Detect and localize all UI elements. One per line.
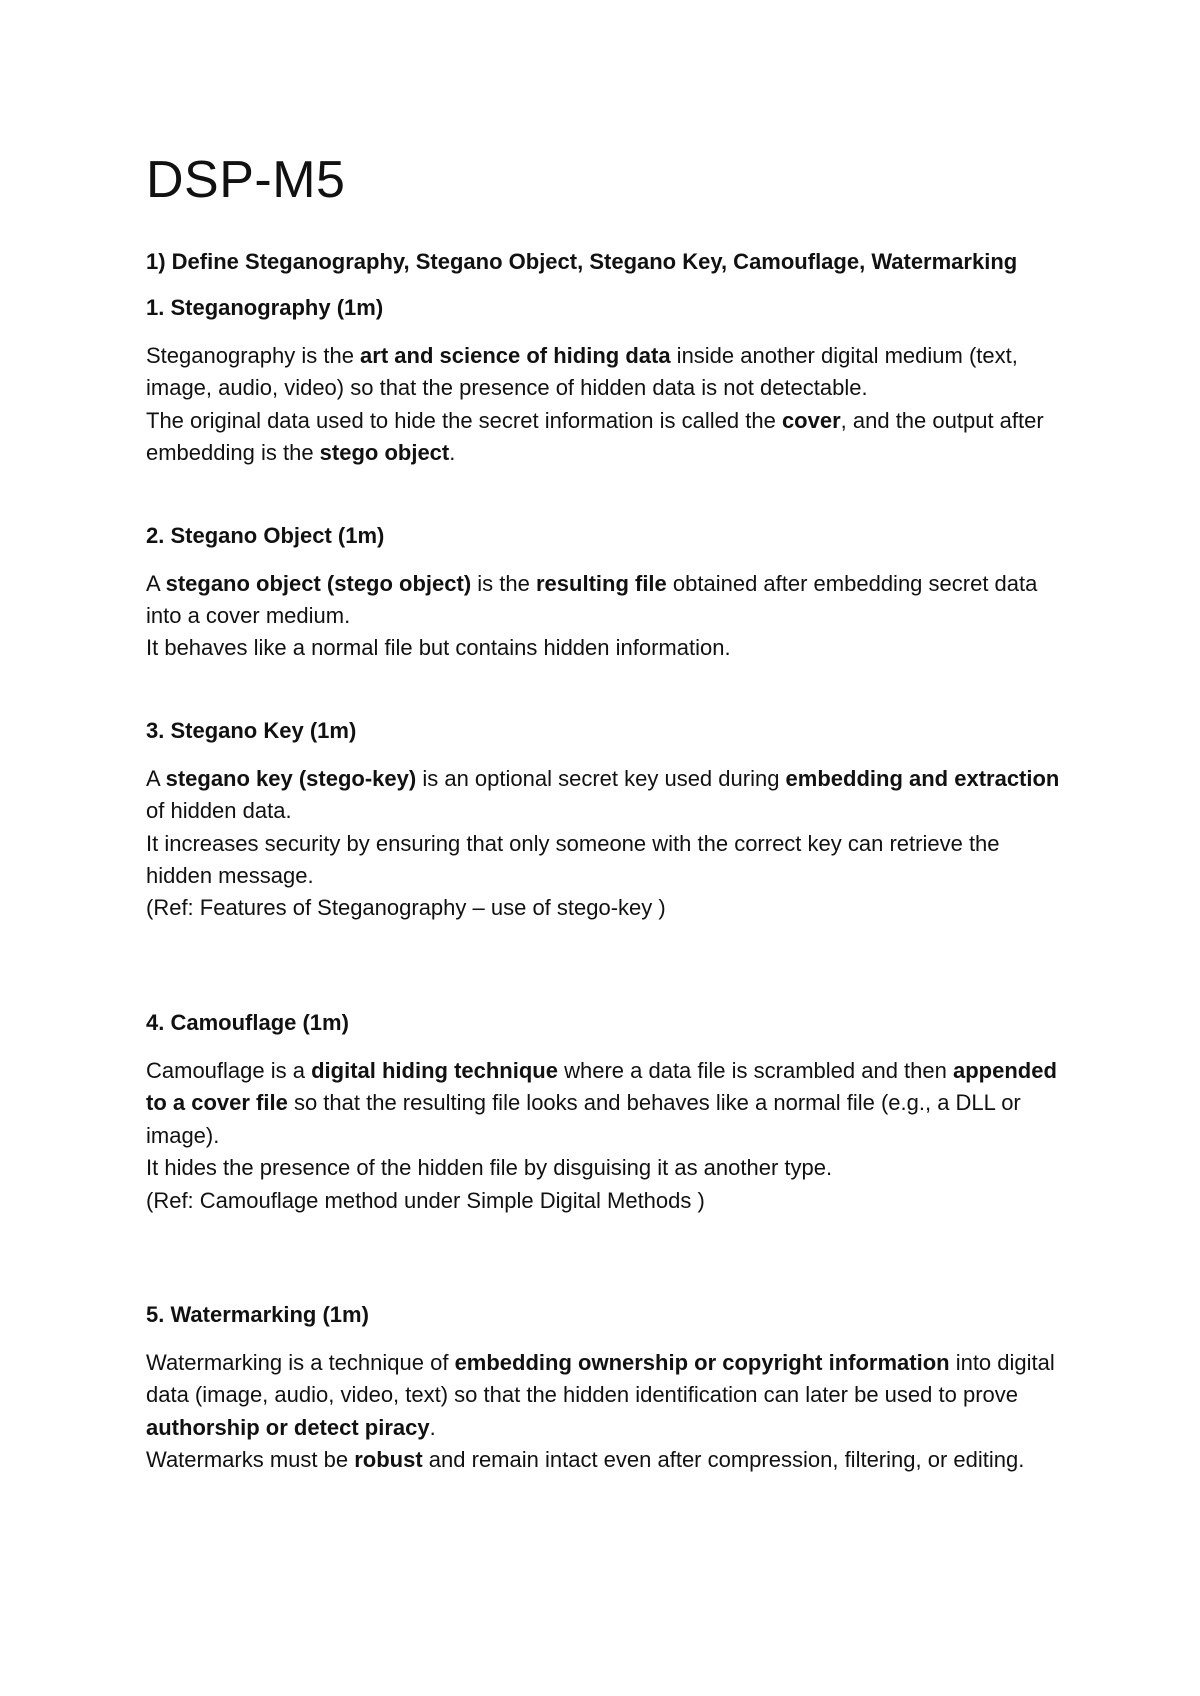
question-heading: 1) Define Steganography, Stegano Object, Stegano Key, Camouflage, Watermarking	[146, 249, 1018, 274]
section-stegano-key	[146, 715, 1060, 925]
section-paragraph: A stegano key (stego-key) is an optional secret key used during embedding and extraction of hidden data. It increases security by ensuring that only someone with the correct key can retrieve the hidden message. (Ref: Features of Steganography – use of stego-key )	[146, 765, 1060, 921]
document-title: DSP-M5	[146, 151, 346, 209]
section-watermarking	[146, 1299, 1060, 1477]
section-paragraph: A stegano object (stego object) is the resulting file obtained after embedding secret data into a cover medium. It behaves like a normal file but contains hidden information.	[146, 570, 1038, 661]
section-paragraph: Camouflage is a digital hiding technique where a data file is scrambled and then appended to a cover file so that the resulting file looks and behaves like a normal file (e.g., a DLL or image). It hides the presence of the hidden file by disguising it as another type. (Ref: Camouflage method under Simple Digital Methods )	[146, 1057, 1057, 1213]
section-heading: 1. Steganography (1m)	[146, 295, 384, 320]
section-heading: 2. Stegano Object (1m)	[146, 522, 385, 548]
section-paragraph: Steganography is the art and science of hiding data inside another digital medium (text, image, audio, video) so that the presence of hidden data is not detectable. The original data used to hide the secret information is called the cover, and the output after embedding is the stego object.	[146, 343, 1044, 466]
section-heading: 4. Camouflage (1m)	[146, 1009, 349, 1035]
section-steganography	[146, 292, 1060, 470]
section-paragraph: Watermarking is a technique of embedding ownership or copyright information into digital data (image, audio, video, text) so that the hidden identification can later be used to prove authorship or detect piracy. Watermarks must be robust and remain intact even after compression, filtering, or editing.	[146, 1349, 1055, 1473]
section-stegano-object	[146, 520, 1060, 665]
section-camouflage	[146, 1007, 1060, 1217]
section-heading: 3. Stegano Key (1m)	[146, 717, 357, 743]
section-heading: 5. Watermarking (1m)	[146, 1301, 369, 1327]
